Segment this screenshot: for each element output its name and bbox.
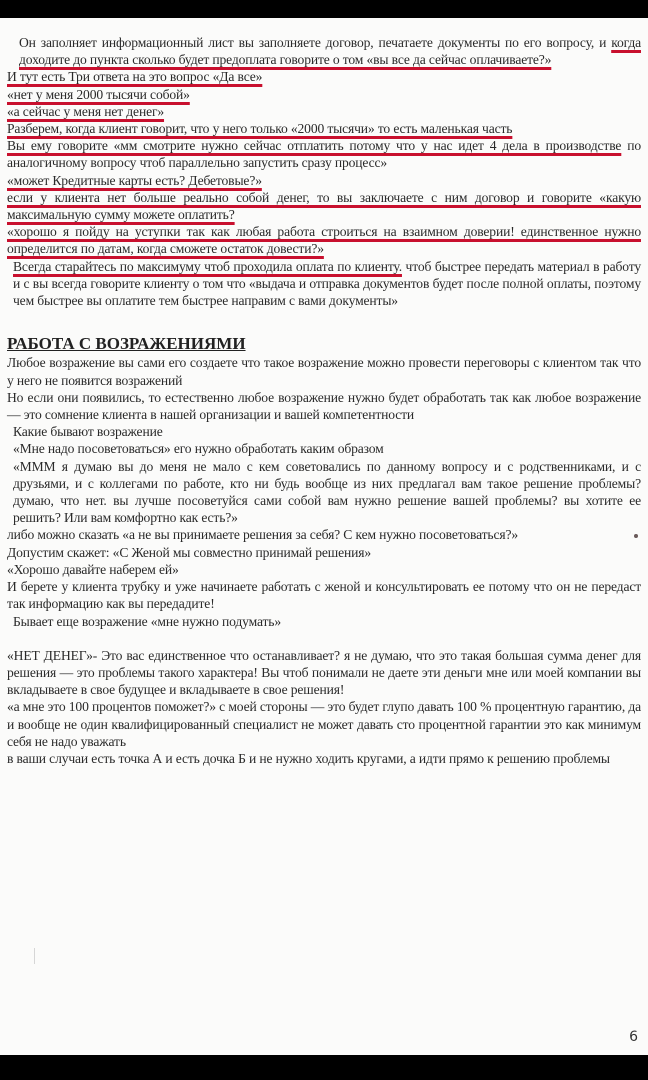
answer-item [7, 103, 641, 120]
paragraph: либо можно сказать «а не вы принимаете решения за себя? С кем нужно посоветоваться?» [7, 527, 518, 543]
highlighted-text: И тут есть Три ответа на это вопрос «Да все» [7, 69, 263, 85]
highlighted-text: «хорошо я пойду на уступки так как любая работа строиться на взаимном доверии! единственное нужно определится по датам, когда сможете остаток довести?» [7, 224, 641, 257]
document-body [7, 34, 641, 767]
paragraph-cards [7, 172, 641, 189]
paragraph: Допустим скажет: «С Женой мы совместно принимай решения» [7, 544, 371, 560]
paragraph-max-sum [7, 189, 641, 223]
paragraph: «НЕТ ДЕНЕГ»- Это вас единственное что останавливает? я не думаю, что это такая большая сумма денег для решения — это проблемы такого характера! Вы чтоб понимали не даете эти деньги мне или моей компании вы вкладываете в свое будущее и вкладываете в свое решения! [7, 647, 641, 698]
paragraph: «Мне надо посоветоваться» его нужно обработать каким образом [13, 441, 384, 457]
answer-item [7, 86, 641, 103]
highlighted-text: Вы ему говорите «мм смотрите нужно сейчас отплатить потому что у нас идет 4 дела в производстве [7, 138, 622, 154]
paragraph: И берете у клиента трубку и уже начинаете работать с женой и консультировать ее потому что он не передаст так информацию как вы передадите! [7, 579, 641, 612]
paragraph: Какие бывают возражение [13, 424, 163, 440]
paragraph-script: Вы ему говорите «мм смотрите нужно сейчас отплатить потому что у нас идет 4 дела в производстве по аналогичному вопросу чтоб параллельно запустить сразу процесс» [7, 138, 641, 171]
page-number: 6 [629, 1029, 638, 1045]
paragraph-three-answers [7, 68, 641, 85]
highlighted-text: если у клиента нет больше реально собой денег, то вы заключаете с ним договор и говорите «какую максимальную сумму можете оплатить? [7, 189, 641, 223]
paragraph: «МММ я думаю вы до меня не мало с кем советовались по данному вопросу и с родственниками, и с друзьями, и с коллегами по работе, кто ни будь вообще из них предлагал вам такое решение проблемы? думаю, что нет. вы лучше посоветуйся сами собой вам нужно решение вашей проблемы? вы хотите ее решить? Или вам комфортно как есть?» [13, 458, 641, 526]
highlighted-text: Разберем, когда клиент говорит, что у него только «2000 тысячи» то есть маленькая часть [7, 121, 513, 137]
section-heading: РАБОТА С ВОЗРАЖЕНИЯМИ [7, 334, 246, 354]
highlighted-text: Всегда старайтесь по максимуму чтоб проходила оплата по клиенту. [13, 258, 402, 274]
spacer [7, 630, 641, 647]
paragraph: в ваши случаи есть точка А и есть дочка Б и не нужно ходить кругами, а идти прямо к решению проблемы [7, 750, 610, 766]
paragraph: «Хорошо давайте наберем ей» [7, 561, 179, 577]
paragraph-intro: Он заполняет информационный лист вы заполняете договор, печатаете документы по его вопросу, и когда доходите до пункта сколько будет предоплата говорите о том «вы все да сейчас оплачиваете?» [19, 35, 641, 68]
paragraph: Бывает еще возражение «мне нужно подумать» [13, 613, 281, 629]
paragraph-analysis [7, 120, 641, 137]
scan-mark [34, 948, 35, 964]
paragraph: Любое возражение вы сами его создаете что такое возражение можно провести переговоры с клиентом так что у него не появится возражений [7, 355, 641, 388]
paragraph-concessions [7, 223, 641, 257]
highlighted-text: «а сейчас у меня нет денег» [7, 103, 165, 119]
highlighted-text: «нет у меня 2000 тысячи собой» [7, 86, 190, 102]
paragraph: «а мне это 100 процентов поможет?» с моей стороны — это будет глупо давать 100 % процентную гарантию, да и вообще не один квалифицированный специалист не может давать сто процентной гарантии это как минимум себя не надо уважать [7, 699, 641, 749]
objections-block [7, 354, 641, 629]
scan-speck [634, 534, 638, 538]
document-page [0, 18, 648, 1055]
intro-block [7, 34, 641, 309]
highlighted-text: «может Кредитные карты есть? Дебетовые?» [7, 172, 262, 188]
highlighted-text: когда доходите до пункта сколько будет предоплата говорите о том «вы все да сейчас оплачиваете?» [19, 35, 641, 68]
paragraph: Но если они появились, то естественно любое возражение нужно будет обработать так как любое возражение — это сомнение клиента в нашей организации и вашей компетентности [7, 389, 641, 423]
no-money-block [7, 647, 641, 767]
paragraph-full-payment: Всегда старайтесь по максимуму чтоб проходила оплата по клиенту. чтоб быстрее передать материал в работу и с вы всегда говорите клиенту о том что «выдача и отправка документов будет после полной оплаты, поэтому чем быстрее вы оплатите тем быстрее направим с вами документы» [13, 258, 641, 309]
